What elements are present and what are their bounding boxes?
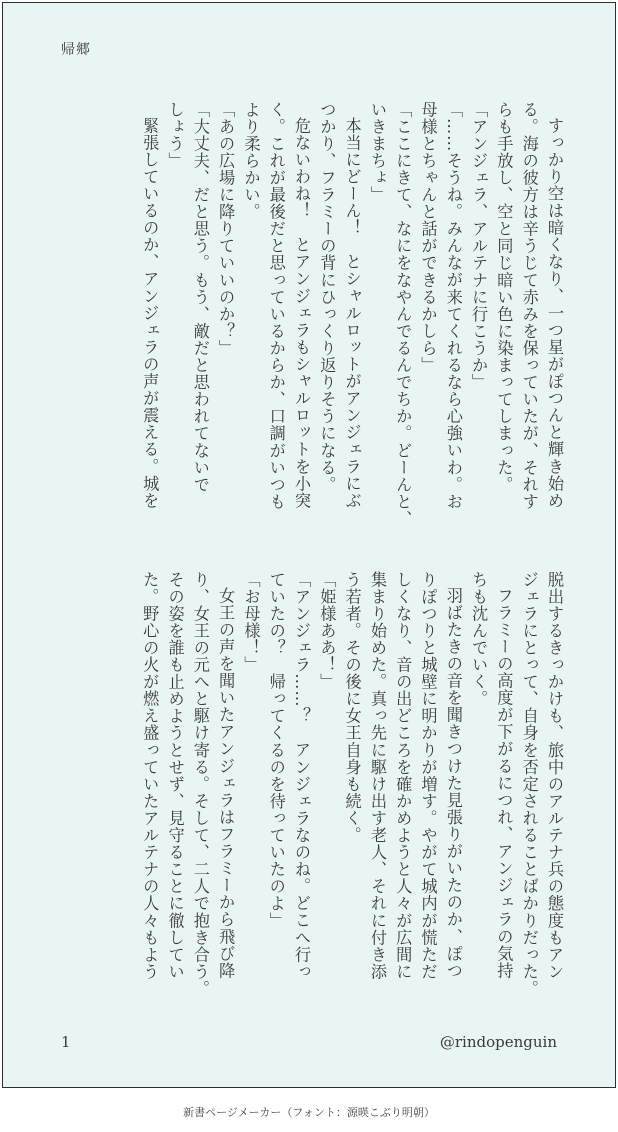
- text-line: 羽ばたきの音を聞きつけた見張りがいたのか、ぽつ: [443, 587, 463, 980]
- text-line: しょう」: [165, 101, 185, 170]
- text-line: すっかり空は暗くなり、一つ星がぽつんと輝き始め: [545, 117, 564, 510]
- text-line: フラミーの高度が下がるにつれ、アンジェラの気持: [494, 587, 514, 980]
- text-line: 緊張しているのか、アンジェラの声が震える。城を: [140, 117, 160, 510]
- text-line: らも手放し、空と同じ暗い色に染まってしまった。: [494, 101, 514, 494]
- text-line: 「アンジェラ、アルテナに行こうか」: [469, 101, 489, 391]
- page-number: 1: [61, 1033, 71, 1051]
- text-line: く。これが最後だと思っているからか、口調がいつも: [266, 101, 286, 511]
- text-line: 「ここにきて、なにをなやんでるんでちか。どーんと、: [393, 101, 413, 528]
- text-line: 危ないわね！ とアンジェラもシャルロットを小突: [292, 117, 312, 510]
- text-line: 本当にどーん！ とシャルロットがアンジェラにぶ: [342, 117, 362, 510]
- text-column-top: [27, 101, 567, 529]
- text-line: 「あの広場に降りていいのか？」: [216, 101, 236, 357]
- text-line: り、女王の元へと駆け寄る。そして、二人で抱き合う。: [190, 571, 210, 998]
- text-line: 「お母様！」: [241, 571, 261, 674]
- author-handle: @rindopenguin: [439, 1033, 557, 1051]
- text-line: いきまちょ」: [367, 101, 387, 204]
- text-line: 脱出するきっかけも、旅中のアルテナ兵の態度もアン: [545, 571, 564, 981]
- text-line: る。海の彼方は辛うじて赤みを保っていたが、それす: [519, 101, 539, 511]
- text-line: より柔らかい。: [241, 101, 261, 221]
- text-line: ちも沈んでいく。: [469, 571, 489, 708]
- text-line: 女王の声を聞いたアンジェラはフラミーから飛び降: [216, 587, 236, 980]
- text-line: 「アンジェラ……？ アンジェラなのね。どこへ行っ: [292, 571, 312, 981]
- text-line: 母様とちゃんと話ができるかしら」: [418, 101, 438, 374]
- text-line: 「大丈夫、だと思う。もう、敵だと思われてないで: [190, 101, 210, 494]
- text-line: た。野心の火が燃え盛っていたアルテナの人々もよう: [140, 571, 160, 981]
- text-line: りぽつりと城壁に明かりが増す。やがて城内が慌ただ: [418, 571, 438, 981]
- text-line: 「姫様ああ！」: [317, 571, 337, 691]
- text-line: ていたの？ 帰ってくるのを待っていたのよ」: [266, 571, 286, 930]
- text-line: しくなり、音の出どころを確かめようと人々が広間に: [393, 571, 413, 981]
- text-line: ジェラにとって、自身を否定されることばかりだった。: [519, 571, 539, 998]
- text-column-bottom: [27, 571, 567, 999]
- text-line: つかり、フラミーの背にひっくり返りそうになる。: [317, 101, 337, 494]
- chapter-title: 帰郷: [61, 42, 91, 58]
- text-line: 「……そうね。みんなが来てくれるなら心強いわ。お: [443, 101, 463, 511]
- text-line: その姿を誰も止めようとせず、見守ることに徹してい: [165, 571, 185, 981]
- book-page: [2, 2, 616, 1088]
- text-line: 集まり始めた。真っ先に駆け出す老人、それに付き添: [367, 571, 387, 981]
- footer-credit: 新書ページメーカー（フォント：源暎こぶり明朝）: [183, 1106, 435, 1119]
- text-line: う若者。その後に女王自身も続く。: [342, 571, 362, 844]
